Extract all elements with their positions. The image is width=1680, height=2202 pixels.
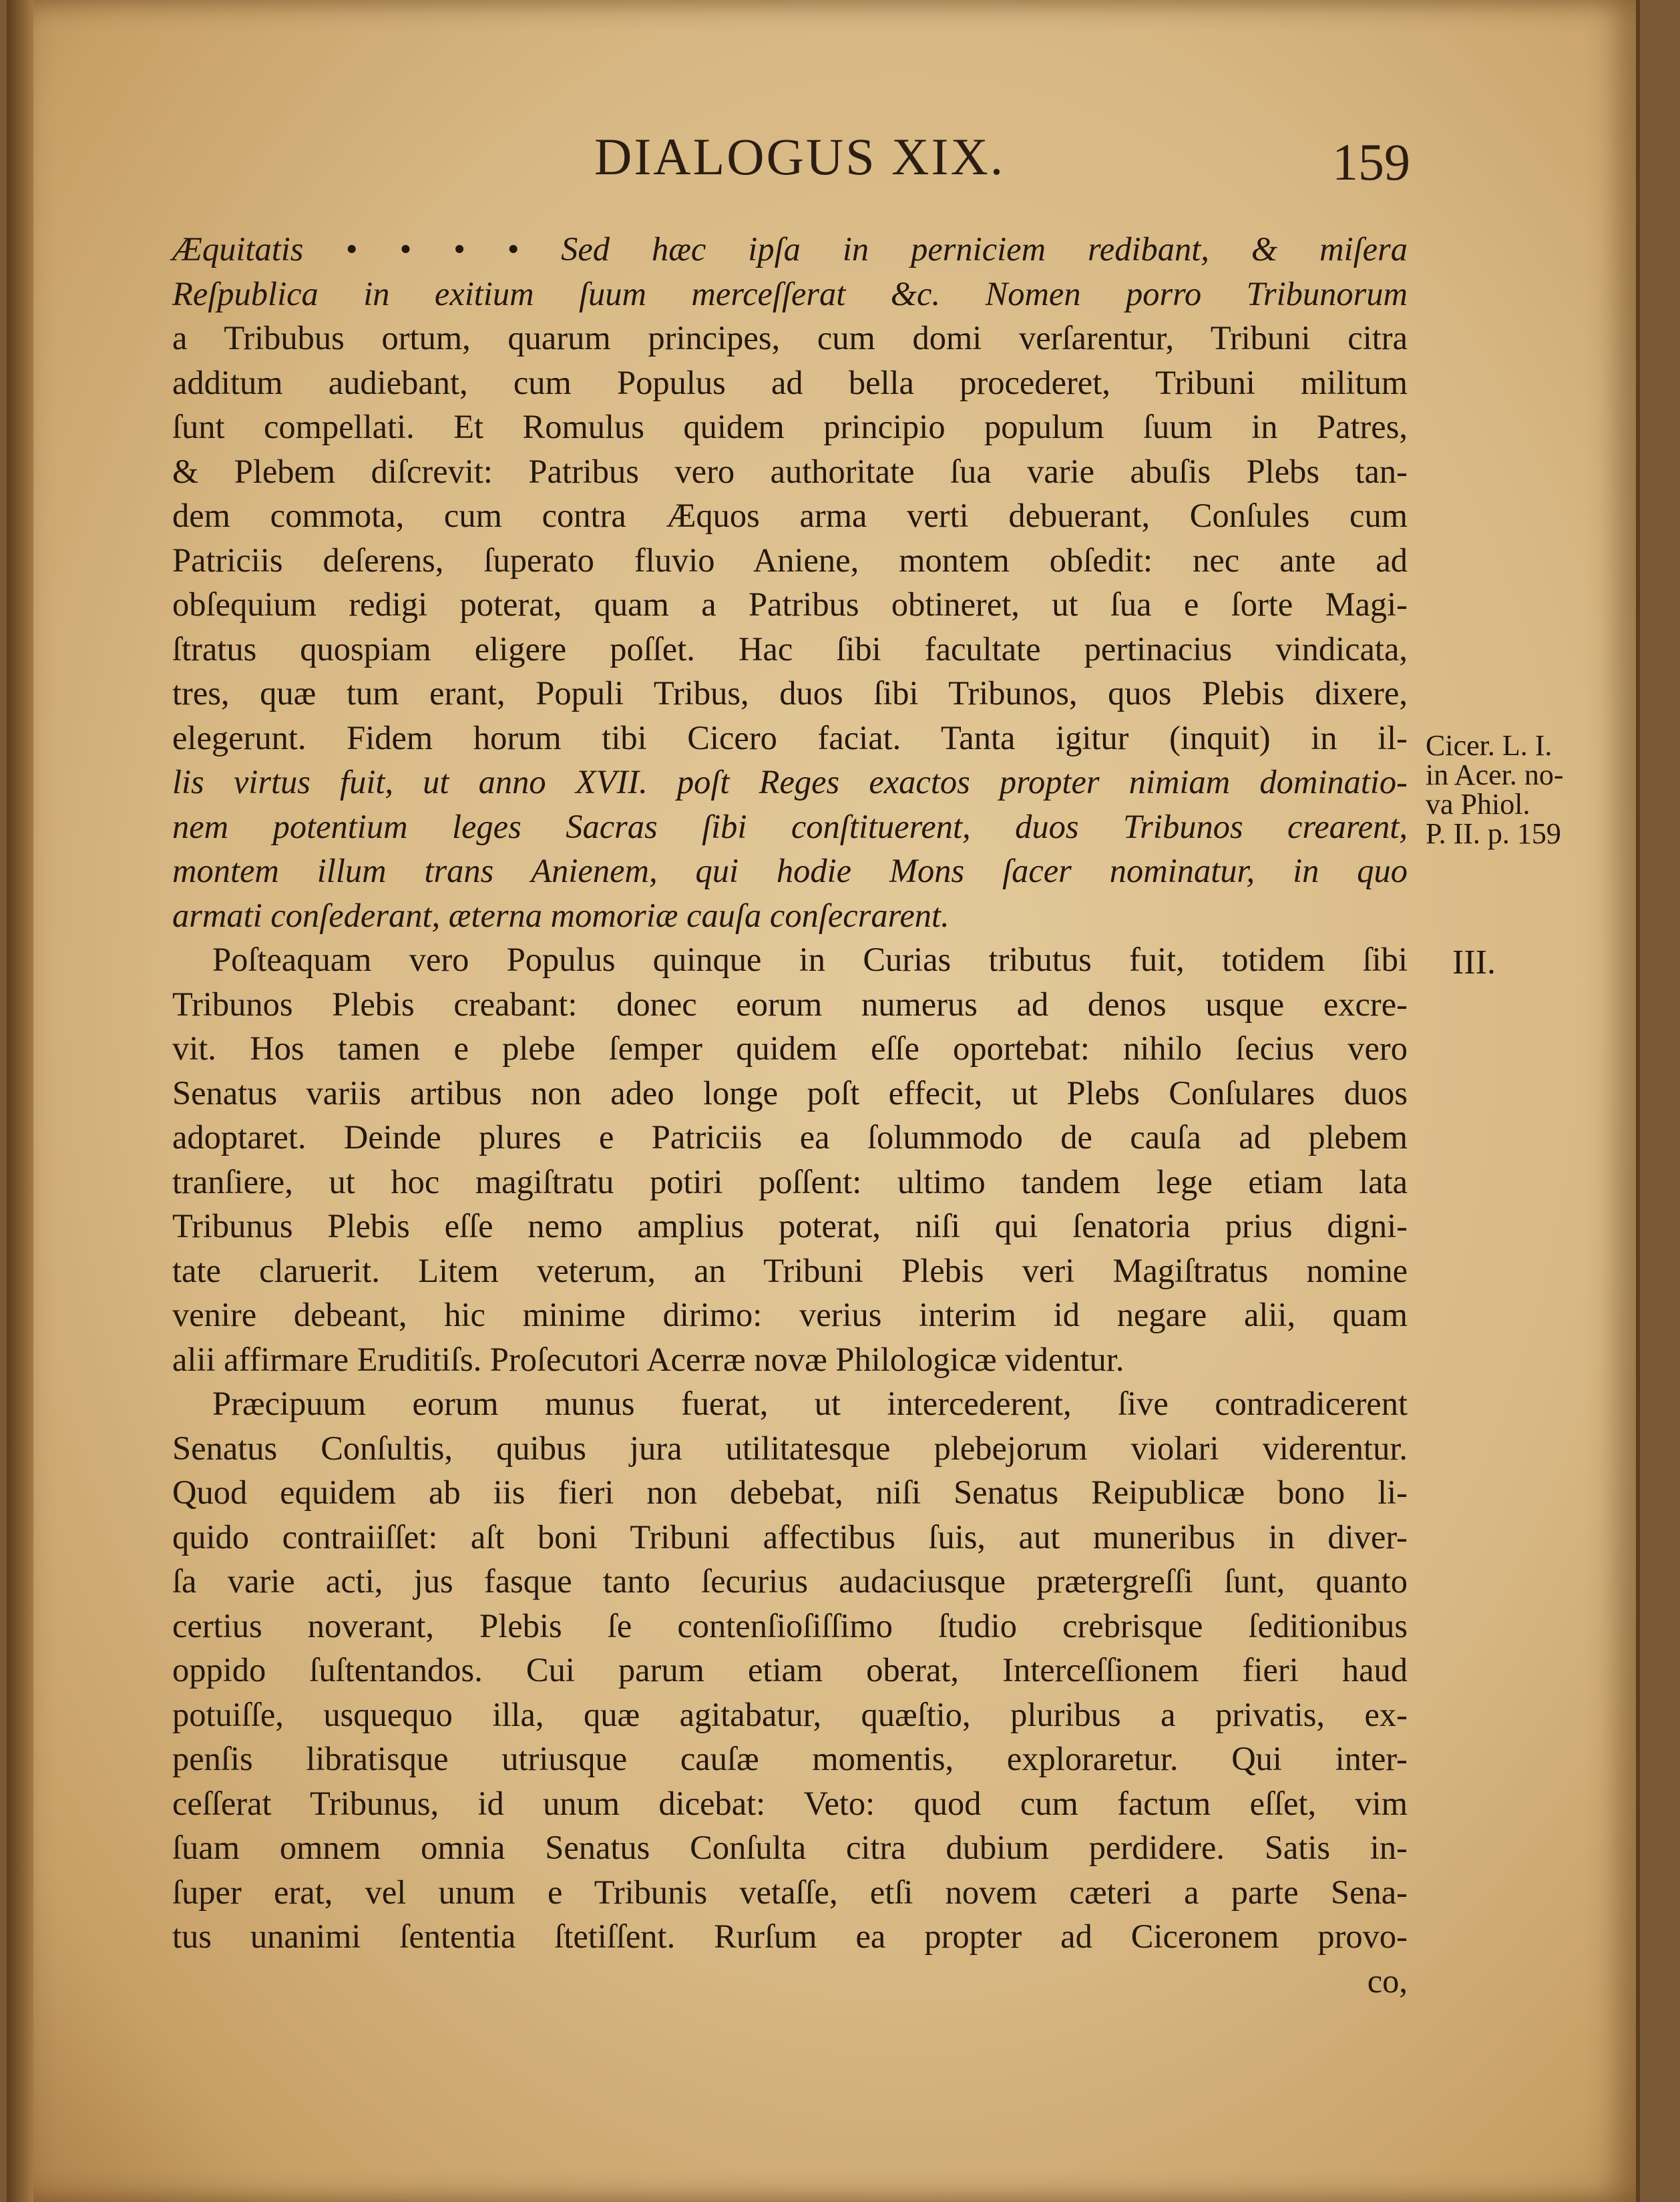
section-numeral: III. [1452,943,1496,981]
text-line: tus unanimi ſententia ſtetiſſent. Rurſum ea propter ad Ciceronem provo- [172,1918,1408,1955]
text-line: nem potentium leges Sacras ſibi conſtituerent, duos Tribunos crearent, [172,807,1408,845]
text-line: ſa varie acti, jus fasque tanto ſecurius audaciusque prætergreſſi ſunt, quanto [172,1562,1408,1600]
text-line: ſuam omnem omnia Senatus Conſulta citra dubium perdidere. Satis in- [172,1829,1408,1866]
text-line: Præcipuum eorum munus fuerat, ut intercederent, ſive contradicerent [212,1385,1408,1422]
text-line: a Tribubus ortum, quarum principes, cum domi verſarentur, Tribuni citra [172,319,1408,357]
text-line: Æquitatis • • • • Sed hæc ipſa in perniciem redibant, & miſera [172,230,1408,268]
text-line: potuiſſe, usquequo illa, quæ agitabatur, quæſtio, pluribus a privatis, ex- [172,1695,1408,1733]
text-line: ſuper erat, vel unum e Tribunis vetaſſe, etſi novem cæteri a parte Sena- [172,1873,1408,1911]
text-line: penſis libratisque utriusque cauſæ momentis, exploraretur. Qui inter- [172,1740,1408,1777]
text-line: adoptaret. Deinde plures e Patriciis ea ſolummodo de cauſa ad plebem [172,1118,1408,1156]
text-line: tres, quæ tum erant, Populi Tribus, duos ſibi Tribunos, quos Plebis dixere, [172,674,1408,712]
margin-citation-line: Cicer. L. I. [1426,729,1552,762]
text-line: co, [1367,1962,1408,2000]
text-line: Poſteaquam vero Populus quinque in Curias tributus fuit, totidem ſibi [212,941,1408,978]
text-line: armati conſederant, æterna momoriæ cauſa conſecrarent. [172,896,950,934]
text-line: & Plebem diſcrevit: Patribus vero authoritate ſua varie abuſis Plebs tan- [172,452,1408,490]
text-line: elegerunt. Fidem horum tibi Cicero faciat. Tanta igitur (inquit) in il- [172,718,1408,756]
text-line: ſtratus quospiam eligere poſſet. Hac ſibi facultate pertinacius vindicata, [172,630,1408,668]
text-line: vit. Hos tamen e plebe ſemper quidem eſſe oportebat: nihilo ſecius vero [172,1030,1408,1067]
text-line: Senatus variis artibus non adeo longe poſt effecit, ut Plebs Conſulares duos [172,1074,1408,1112]
text-line: alii affirmare Eruditiſs. Proſecutori Acerræ novæ Philologicæ videntur. [172,1340,1124,1378]
text-line: venire debeant, hic minime dirimo: verius interim id negare alii, quam [172,1296,1408,1333]
binding-gutter [7,0,33,2202]
text-line: quido contraiiſſet: aſt boni Tribuni affectibus ſuis, aut muneribus in diver- [172,1518,1408,1556]
text-line: Patriciis deſerens, ſuperato fluvio Aniene, montem obſedit: nec ante ad [172,541,1408,579]
text-line: lis virtus fuit, ut anno XVII. poſt Reges exactos propter nimiam dominatio- [172,763,1408,801]
text-line: tranſiere, ut hoc magiſtratu potiri poſſent: ultimo tandem lege etiam lata [172,1162,1408,1200]
text-line: montem illum trans Anienem, qui hodie Mons ſacer nominatur, in quo [172,852,1408,889]
margin-citation-line: P. II. p. 159 [1426,817,1561,850]
text-line: ceſſerat Tribunus, id unum dicebat: Veto: quod cum factum eſſet, vim [172,1784,1408,1822]
text-line: Tribunus Plebis eſſe nemo amplius poterat, niſi qui ſenatoria prius digni- [172,1207,1408,1245]
text-line: tate claruerit. Litem veterum, an Tribuni Plebis veri Magiſtratus nomine [172,1251,1408,1289]
text-line: additum audiebant, cum Populus ad bella procederet, Tribuni militum [172,363,1408,401]
page-number: 159 [1332,133,1410,191]
text-line: certius noverant, Plebis ſe contenſioſiſſimo ſtudio crebrisque ſeditionibus [172,1606,1408,1644]
text-line: oppido ſuſtentandos. Cui parum etiam oberat, Interceſſionem fieri haud [172,1651,1408,1689]
text-line: obſequium redigi poterat, quam a Patribus obtineret, ut ſua e ſorte Magi- [172,586,1408,623]
margin-citation-line: va Phiol. [1426,788,1530,821]
body-text [172,227,1408,2003]
text-line: dem commota, cum contra Æquos arma verti debuerant, Conſules cum [172,497,1408,534]
text-line: Reſpublica in exitium ſuum merceſſerat &c. Nomen porro Tribunorum [172,274,1408,312]
running-title: DIALOGUS XIX. [594,128,1006,186]
margin-citation [1426,731,1564,849]
book-page [7,0,1640,2202]
margin-citation-line: in Acer. no- [1426,758,1564,791]
text-line: Tribunos Plebis creabant: donec eorum numerus ad denos usque excre- [172,985,1408,1023]
text-line: ſunt compellati. Et Romulus quidem principio populum ſuum in Patres, [172,408,1408,445]
page-header [7,127,1422,207]
text-line: Senatus Conſultis, quibus jura utilitatesque plebejorum violari viderentur. [172,1429,1408,1467]
text-line: Quod equidem ab iis fieri non debebat, niſi Senatus Reipublicæ bono li- [172,1474,1408,1511]
